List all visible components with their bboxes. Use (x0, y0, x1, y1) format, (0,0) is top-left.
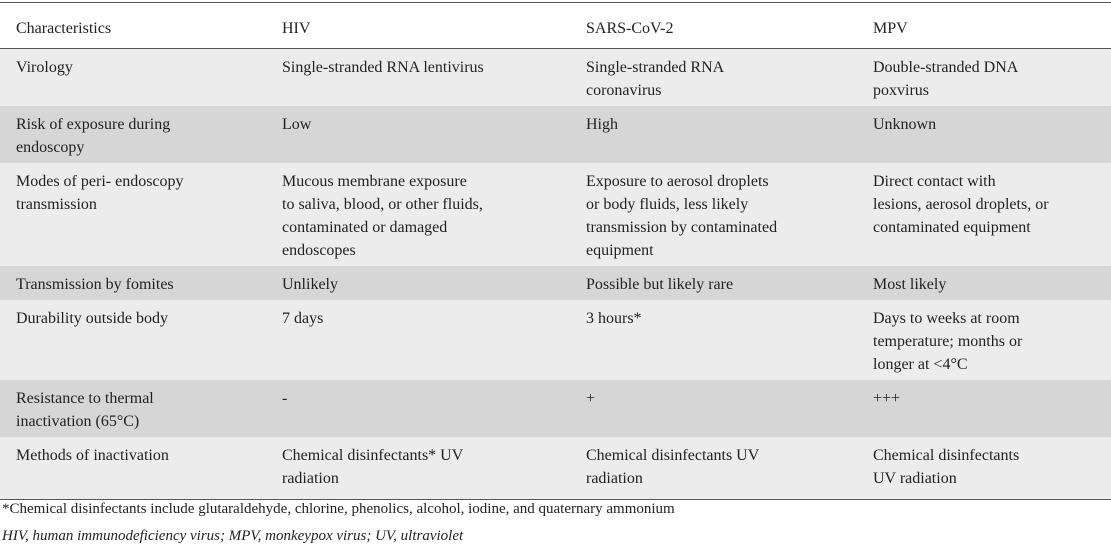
hiv-cell: Low (282, 116, 312, 133)
mpv-cell: Most likely (873, 276, 947, 293)
sars-cov-2-cell: Possible but likely rare (586, 276, 734, 293)
mpv-cell: +++ (873, 390, 901, 407)
sars-cov-2-cell: + (586, 390, 596, 407)
hiv-cell: Unlikely (282, 276, 338, 293)
header-mpv: MPV (857, 10, 1111, 49)
top-rule (0, 2, 1111, 3)
row-label: Resistance to thermal inactivation (65°C) (16, 390, 154, 430)
row-label: Risk of exposure during endoscopy (16, 116, 171, 156)
mpv-cell: Direct contact with lesions, aerosol droplets, or contaminated equipment (873, 173, 1049, 236)
mpv-cell: Double-stranded DNA poxvirus (873, 59, 1019, 99)
row-label: Transmission by fomites (16, 276, 174, 293)
table-row (0, 300, 1111, 380)
header-sars-cov-2: SARS-CoV-2 (570, 10, 857, 49)
sars-cov-2-cell: Exposure to aerosol droplets or body fluids, less likely transmission by contaminated equipment (586, 173, 778, 259)
row-label: Durability outside body (16, 310, 168, 327)
mpv-cell: Unknown (873, 116, 937, 133)
table-row (0, 266, 1111, 300)
table-body (0, 49, 1111, 500)
header-characteristics: Characteristics (0, 10, 266, 49)
header-row (0, 10, 1111, 49)
hiv-cell: Mucous membrane exposure to saliva, blood, or other fluids, contaminated or damaged endoscopes (282, 173, 483, 259)
hiv-cell: Single-stranded RNA lentivirus (282, 59, 484, 76)
sars-cov-2-cell: Single-stranded RNA coronavirus (586, 59, 725, 99)
sars-cov-2-cell: Chemical disinfectants UV radiation (586, 447, 760, 487)
hiv-cell: 7 days (282, 310, 324, 327)
hiv-cell: Chemical disinfectants* UV radiation (282, 447, 464, 487)
mpv-cell: Days to weeks at room temperature; months or longer at <4°C (873, 310, 1023, 373)
table-header (0, 10, 1111, 49)
row-label: Methods of inactivation (16, 447, 169, 464)
mpv-cell: Chemical disinfectants UV radiation (873, 447, 1020, 487)
header-hiv: HIV (266, 10, 570, 49)
footnote-abbreviations: HIV, human immunodeficiency virus; MPV, monkeypox virus; UV, ultraviolet (2, 528, 464, 544)
table-row (0, 380, 1111, 437)
row-label: Virology (16, 59, 73, 76)
row-label: Modes of peri- endoscopy transmission (16, 173, 184, 213)
table-row (0, 163, 1111, 266)
sars-cov-2-cell: High (586, 116, 618, 133)
virus-comparison-table (0, 10, 1111, 500)
table-row (0, 106, 1111, 163)
sars-cov-2-cell: 3 hours* (586, 310, 642, 327)
table-row (0, 49, 1111, 107)
footnote-chemical-disinfectants: *Chemical disinfectants include glutaraldehyde, chlorine, phenolics, alcohol, iodine, and quaternary ammonium (2, 501, 675, 517)
table-row (0, 437, 1111, 500)
hiv-cell: - (282, 390, 288, 407)
